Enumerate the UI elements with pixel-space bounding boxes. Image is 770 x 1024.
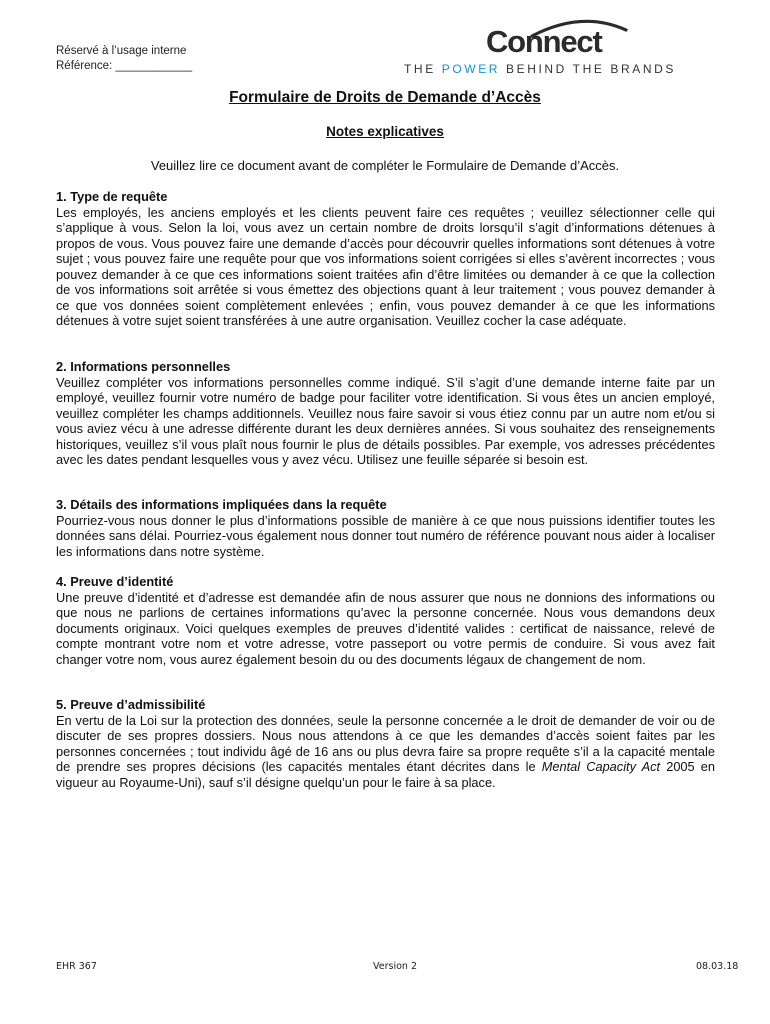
section-request-details <box>56 497 715 559</box>
act-name: Mental Capacity Act <box>541 759 661 774</box>
section-body: Pourriez-vous nous donner le plus d’informations possible de manière à ce que nous puissions identifier toutes les données sans délai. Pourriez-vous également nous donner tout numéro de référence pouvant nous aider à localiser les informations dans notre système. <box>56 512 715 559</box>
footer-form-code: EHR 367 <box>56 961 97 972</box>
section-heading: 3. Détails des informations impliquées dans la requête <box>56 497 387 512</box>
logo-tagline: THE POWER BEHIND THE BRANDS <box>404 62 677 76</box>
section-heading: 1. Type de requête <box>56 189 168 204</box>
section-personal-info <box>56 359 715 468</box>
footer-date: 08.03.18 <box>696 961 739 972</box>
section-body: Veuillez compléter vos informations personnelles comme indiqué. S’il s’agit d’une demande interne faite par un employé, veuillez fournir votre numéro de badge pour faciliter votre identification. Si vous êtes un ancien employé, veuillez compléter les champs additionnels. Veuillez nous faire savoir si vous étiez connu par un autre nom et/ou si vous aviez vécu à une adresse différente durant les deux dernières années. Si vous souhaitez des renseignements historiques, veuillez s’il vous plaît nous fournir le plus de détails possibles. Par exemple, vos adresses précédentes avec les dates pendant lesquelles vous y avez vécu. Utilisez une feuille séparée si besoin est. <box>56 374 715 467</box>
section-heading: 5. Preuve d’admissibilité <box>56 697 206 712</box>
logo-wordmark: Connect <box>486 24 602 59</box>
header-meta <box>56 44 192 74</box>
document-title: Formulaire de Droits de Demande d’Accès <box>229 89 541 106</box>
section-request-type <box>56 189 715 329</box>
intro-text: Veuillez lire ce document avant de compléter le Formulaire de Demande d’Accès. <box>150 158 620 173</box>
section-heading: 2. Informations personnelles <box>56 359 231 374</box>
section-body: Une preuve d’identité et d’adresse est demandée afin de nous assurer que nous ne donnions des informations ou que nous ne parlions de certaines informations qu’avec la personne concernée. Nous vous demandons deux documents originaux. Voici quelques exemples de preuves d’identité valides : certificat de naissance, relevé de compte montrant votre nom et votre adresse, votre passeport ou votre permis de conduire. Si vous avez fait changer votre nom, vous aurez également besoin du ou des documents légaux de changement de nom. <box>56 589 715 667</box>
section-body: Les employés, les anciens employés et les clients peuvent faire ces requêtes ; veuillez sélectionner celle qui s’applique à vous. Selon la loi, vous avez un certain nombre de droits lorsqu’il s’agit d’informations détenues à propos de vous. Vous pouvez faire une demande d’accès pour découvrir quelles informations sont détenues à votre sujet ; vous pouvez faire une requête pour que vos informations soient corrigées si elles s’avèrent incorrectes ; vous pouvez demander à ce que ces informations soient traitées afin d’être limitées ou demander à ce que la collection de vos informations soit arrêtée si vous émettez des objections quant à leur traitement ; vous pouvez demander à ce que vos données soient complètement enlevées ; enfin, vous pouvez demander à ce que les informations détenues à votre sujet soient transférées à une autre organisation. Veuillez cocher la case adéquate. <box>56 204 715 328</box>
document-subtitle: Notes explicatives <box>326 124 444 139</box>
reference-field: Référence: ____________ <box>56 60 193 72</box>
section-proof-of-identity <box>56 574 715 667</box>
internal-use-label: Réservé à l’usage interne <box>56 45 187 57</box>
footer-version: Version 2 <box>373 961 417 972</box>
tagline-accent: POWER <box>441 62 501 76</box>
section-proof-of-eligibility <box>56 697 715 790</box>
section-heading: 4. Preuve d’identité <box>56 574 174 589</box>
section-body: En vertu de la Loi sur la protection des données, seule la personne concernée a le droit de demander de voir ou de discuter de ses propres dossiers. Nous nous attendons à ce que les demandes d’accès soient faites par les personnes concernées ; tout individu âgé de 16 ans ou plus devra faire sa propre requête s’il a la capacité mentale de prendre ses propres décisions (les capacités mentales étant décrites dans le Mental Capacity Act 2005 en vigueur au Royaume-Uni), sauf s’il désigne quelqu’un pour le faire à sa place. <box>56 712 715 790</box>
connect-logo <box>402 16 694 82</box>
